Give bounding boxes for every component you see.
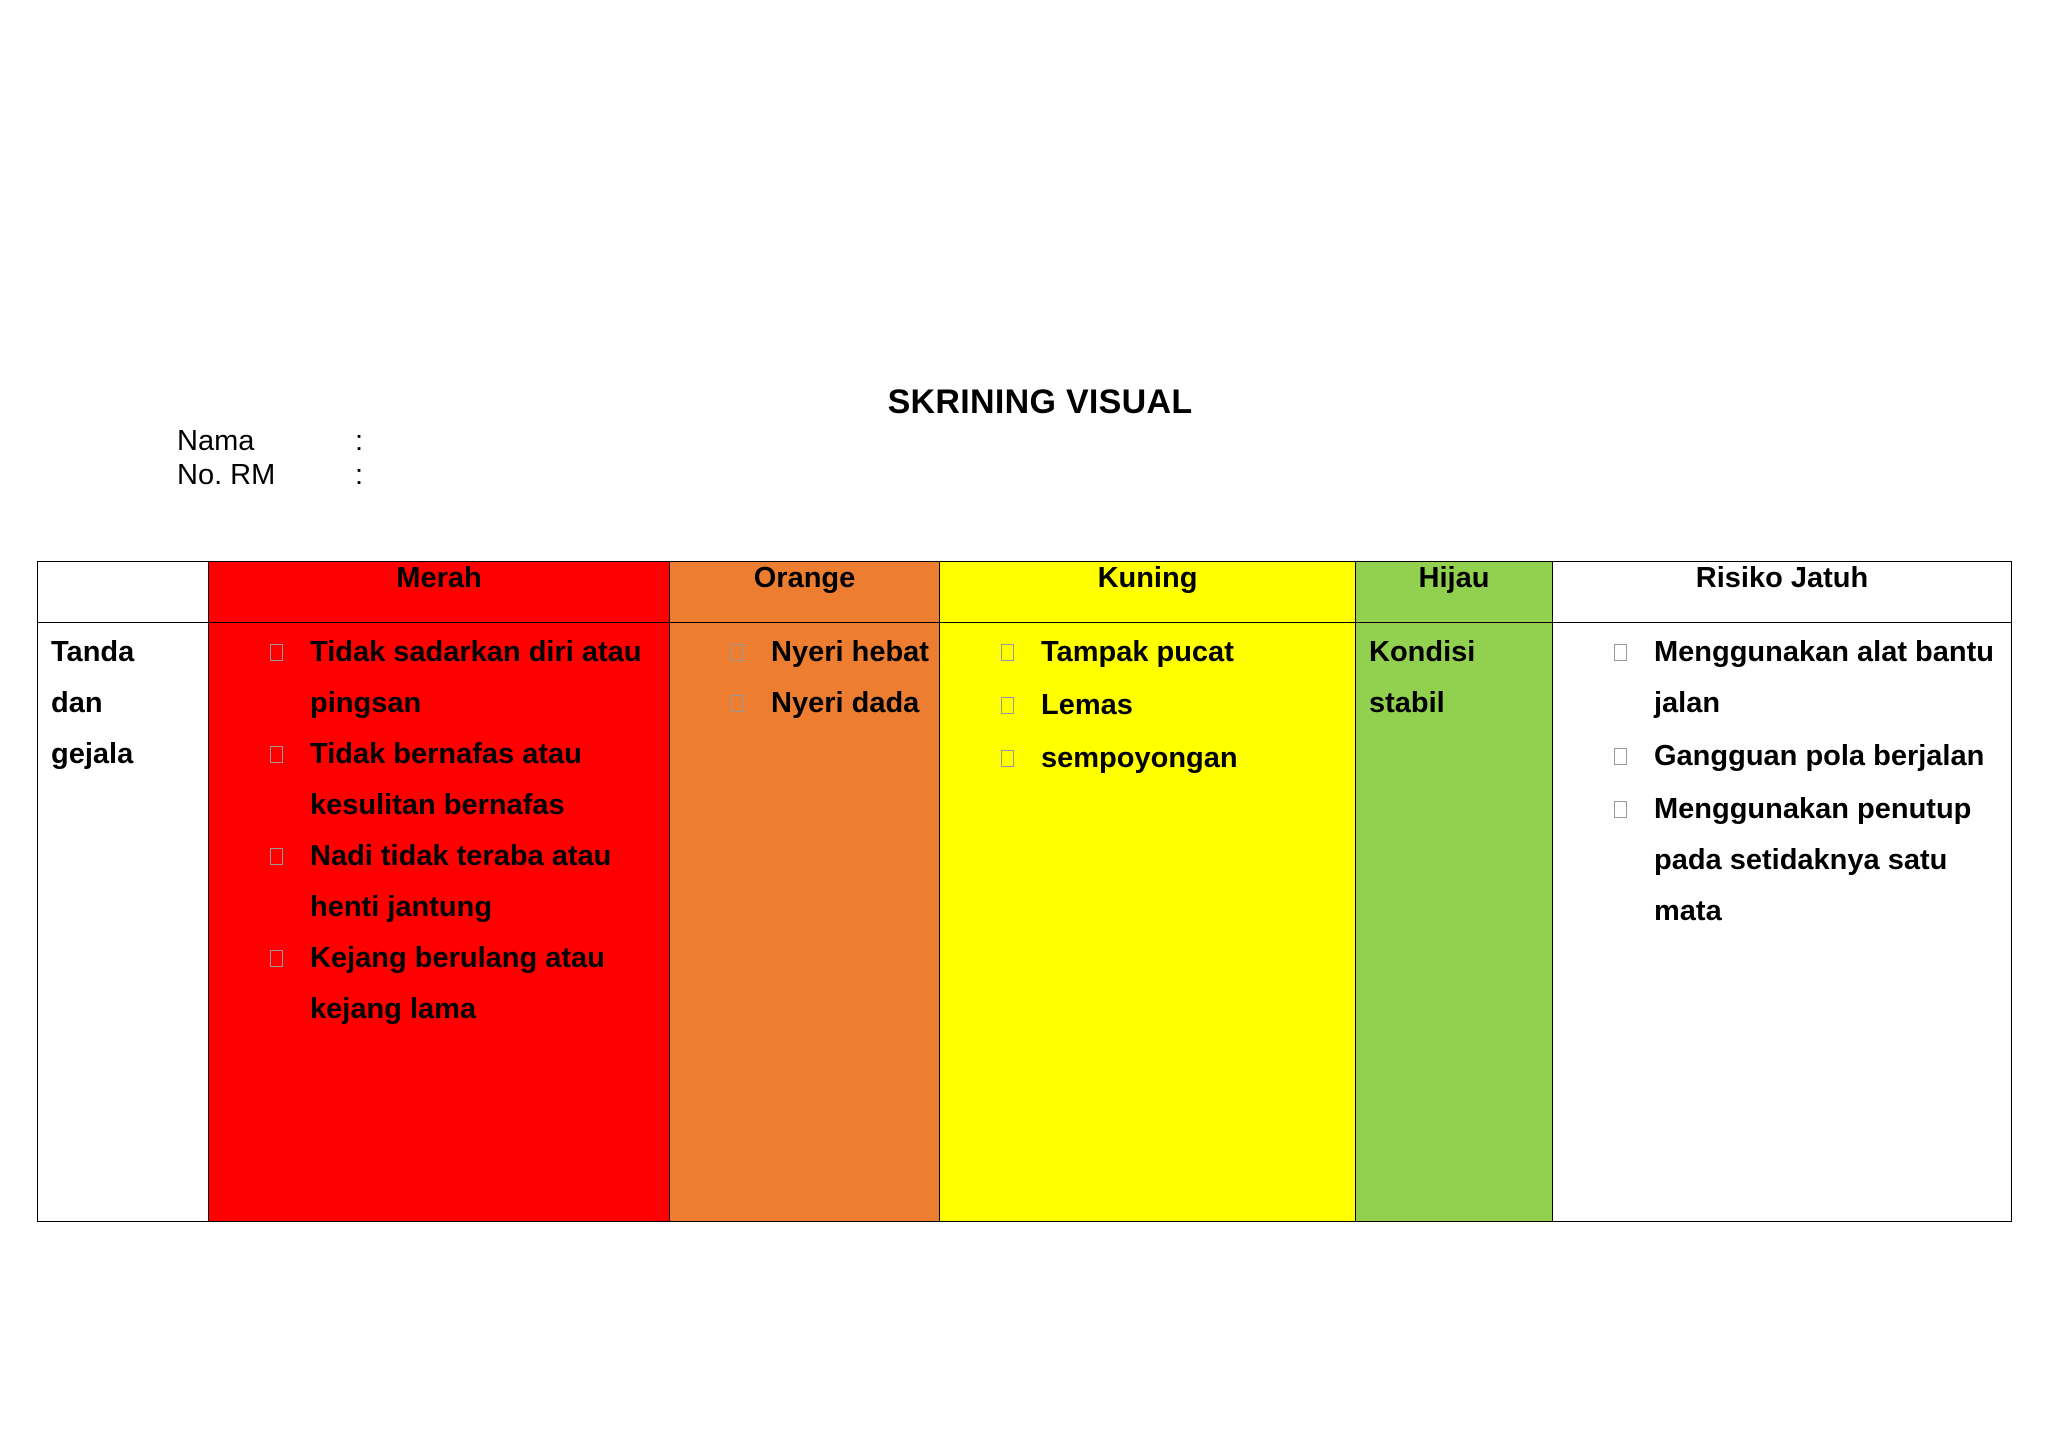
checkbox-icon[interactable] xyxy=(1614,644,1627,661)
kuning-cell xyxy=(940,623,1356,1222)
orange-item-label: Nyeri dada xyxy=(771,687,920,719)
checkbox-icon[interactable] xyxy=(270,950,283,967)
row-label-line: gejala xyxy=(51,738,134,770)
no-rm-field xyxy=(177,459,363,492)
orange-item xyxy=(670,627,933,678)
hijau-cell xyxy=(1356,623,1553,1222)
risiko-checklist xyxy=(1553,623,2011,937)
merah-item-label: Tidak bernafas atau kesulitan bernafas xyxy=(310,738,582,821)
risiko-item-label: Menggunakan alat bantu jalan xyxy=(1654,636,1994,719)
merah-cell xyxy=(209,623,670,1222)
nama-label: Nama xyxy=(177,425,255,457)
row-label-cell xyxy=(38,623,209,1222)
kuning-item-label: Lemas xyxy=(1041,689,1133,721)
orange-cell xyxy=(670,623,940,1222)
risiko-item xyxy=(1553,731,2005,782)
header-orange: Orange xyxy=(670,562,940,623)
merah-checklist xyxy=(209,623,669,1035)
kuning-item xyxy=(940,733,1349,784)
header-kuning: Kuning xyxy=(940,562,1356,623)
checkbox-icon[interactable] xyxy=(1001,750,1014,767)
checkbox-icon[interactable] xyxy=(1614,801,1627,818)
header-merah: Merah xyxy=(209,562,670,623)
page-title: SKRINING VISUAL xyxy=(887,383,1193,421)
checkbox-icon[interactable] xyxy=(270,848,283,865)
kuning-item-label: Tampak pucat xyxy=(1041,636,1234,668)
kuning-item xyxy=(940,627,1349,678)
merah-item xyxy=(209,831,663,933)
merah-item-label: Kejang berulang atau kejang lama xyxy=(310,942,605,1025)
nama-separator: : xyxy=(355,425,364,457)
checkbox-icon[interactable] xyxy=(270,644,283,661)
row-label-line: Tanda xyxy=(51,636,135,668)
no-rm-separator: : xyxy=(355,459,364,491)
orange-item xyxy=(670,678,933,729)
header-hijau: Hijau xyxy=(1356,562,1553,623)
checkbox-icon[interactable] xyxy=(270,746,283,763)
merah-item-label: Tidak sadarkan diri atau pingsan xyxy=(310,636,642,719)
orange-checklist xyxy=(670,623,939,729)
kuning-item-label: sempoyongan xyxy=(1041,742,1238,774)
risiko-jatuh-cell xyxy=(1553,623,2012,1222)
checkbox-icon[interactable] xyxy=(731,644,744,661)
merah-item xyxy=(209,627,663,729)
kuning-checklist xyxy=(940,623,1355,784)
merah-item xyxy=(209,729,663,831)
merah-item xyxy=(209,933,663,1035)
risiko-item xyxy=(1553,627,2005,729)
checkbox-icon[interactable] xyxy=(731,695,744,712)
header-blank xyxy=(38,562,209,623)
nama-field xyxy=(177,425,363,458)
risiko-item-label: Menggunakan penutup pada setidaknya satu mata xyxy=(1654,793,1972,927)
checkbox-icon[interactable] xyxy=(1614,748,1627,765)
screening-table xyxy=(37,561,2012,1222)
hijau-text: Kondisi stabil xyxy=(1369,636,1476,719)
row-label-line: dan xyxy=(51,687,103,719)
kuning-item xyxy=(940,680,1349,731)
header-risiko-jatuh: Risiko Jatuh xyxy=(1553,562,2012,623)
checkbox-icon[interactable] xyxy=(1001,697,1014,714)
merah-item-label: Nadi tidak teraba atau henti jantung xyxy=(310,840,612,923)
no-rm-label: No. RM xyxy=(177,459,276,491)
checkbox-icon[interactable] xyxy=(1001,644,1014,661)
risiko-item xyxy=(1553,784,2005,937)
header-row xyxy=(38,562,2012,623)
risiko-item-label: Gangguan pola berjalan xyxy=(1654,740,1985,772)
tanda-gejala-row xyxy=(38,623,2012,1222)
orange-item-label: Nyeri hebat xyxy=(771,636,929,668)
